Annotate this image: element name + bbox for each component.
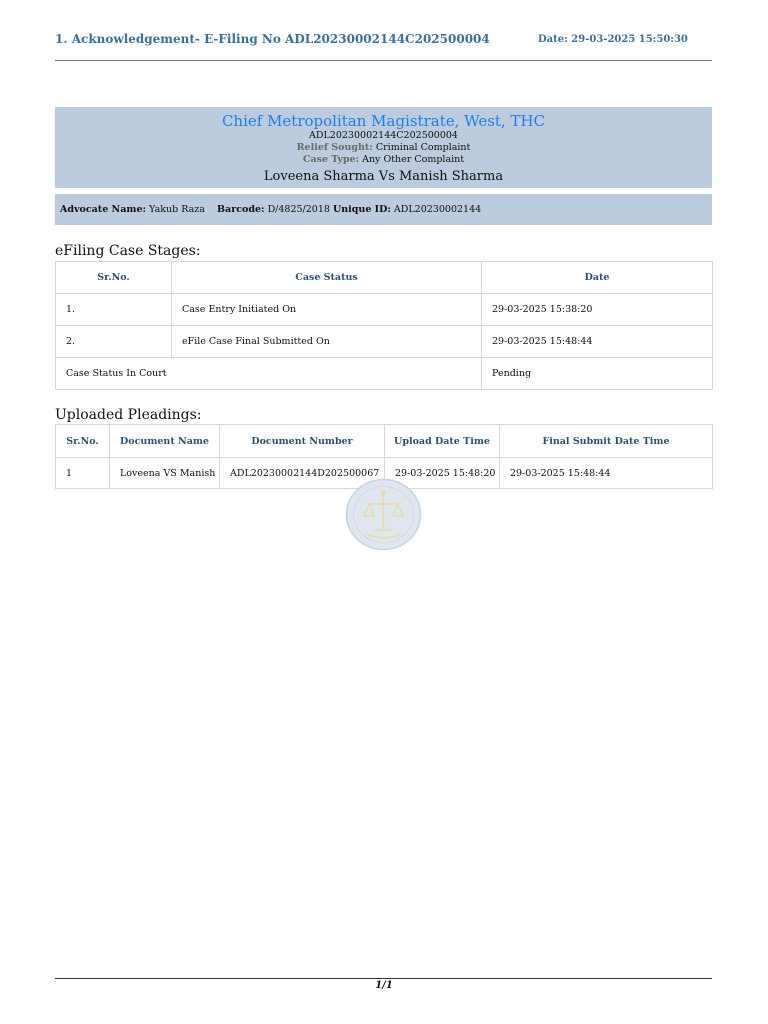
column-header-srno: Sr.No.: [56, 262, 172, 294]
case-type: [55, 154, 712, 166]
cell-date: 29-03-2025 15:38:20: [482, 294, 713, 326]
cell-document-number: ADL20230002144D202500067: [220, 458, 385, 489]
cell-date: 29-03-2025 15:48:44: [482, 326, 713, 358]
column-header-document-number: Document Number: [220, 425, 385, 458]
court-name: Chief Metropolitan Magistrate, West, THC: [221, 112, 546, 130]
case-stages-table: [55, 261, 713, 390]
cell-document-name: Loveena VS Manish: [110, 458, 220, 489]
table-row: [56, 294, 713, 326]
case-type-label: Case Type:: [302, 154, 360, 165]
table-header-row: [56, 425, 713, 458]
court-seal-watermark: [345, 478, 422, 551]
cell-status: Case Entry Initiated On: [172, 294, 482, 326]
relief-sought-value: Criminal Complaint: [375, 142, 471, 153]
page-number: 1/1: [375, 980, 393, 991]
column-header-srno: Sr.No.: [56, 425, 110, 458]
case-parties: Loveena Sharma Vs Manish Sharma: [263, 169, 504, 184]
cell-final-submit-date-time: 29-03-2025 15:48:44: [500, 458, 713, 489]
cell-srno: 1: [56, 458, 110, 489]
court-info-box: [55, 107, 712, 188]
unique-id-label: Unique ID:: [332, 204, 391, 215]
column-header-case-status: Case Status: [172, 262, 482, 294]
relief-sought-label: Relief Sought:: [296, 142, 373, 153]
relief-sought: [55, 142, 712, 154]
court-status-label: Case Status In Court: [56, 358, 482, 390]
column-header-date: Date: [482, 262, 713, 294]
advocate-info-box: [55, 194, 712, 225]
unique-id-value: ADL20230002144: [393, 204, 482, 215]
column-header-final-submit-date-time: Final Submit Date Time: [500, 425, 713, 458]
table-row: [56, 326, 713, 358]
court-status-value: Pending: [482, 358, 713, 390]
efiling-number: ADL20230002144C202500004: [309, 130, 458, 141]
table-row: [56, 358, 713, 390]
column-header-upload-date-time: Upload Date Time: [385, 425, 500, 458]
header-divider: [55, 60, 712, 61]
acknowledgement-header: [55, 32, 712, 50]
barcode-label: Barcode:: [217, 204, 265, 215]
acknowledgement-date: Date: 29-03-2025 15:50:30: [538, 34, 688, 45]
case-type-value: Any Other Complaint: [362, 154, 465, 165]
cell-srno: 1.: [56, 294, 172, 326]
acknowledgement-title: 1. Acknowledgement- E-Filing No ADL20230002144C202500004: [55, 32, 490, 46]
cell-upload-date-time: 29-03-2025 15:48:20: [385, 458, 500, 489]
barcode-value: D/4825/2018: [267, 204, 330, 215]
pleadings-section-title: Uploaded Pleadings:: [55, 407, 202, 423]
cell-srno: 2.: [56, 326, 172, 358]
advocate-name-value: Yakub Raza: [149, 204, 205, 215]
advocate-name-label: Advocate Name:: [60, 204, 146, 215]
column-header-document-name: Document Name: [110, 425, 220, 458]
cell-status: eFile Case Final Submitted On: [172, 326, 482, 358]
table-header-row: [56, 262, 713, 294]
footer-divider: [55, 978, 712, 979]
stages-section-title: eFiling Case Stages:: [55, 243, 201, 259]
